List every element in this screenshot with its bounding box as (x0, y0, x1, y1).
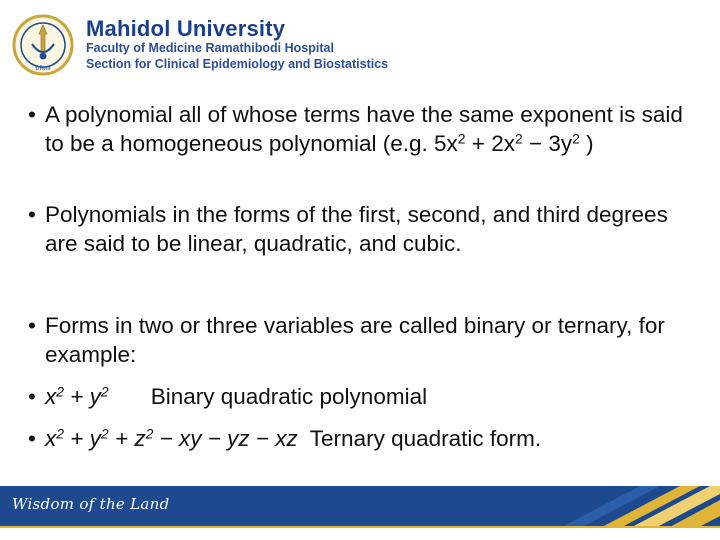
bullet-marker: • (28, 102, 36, 127)
bullet-polynomial-degrees (28, 200, 698, 258)
section-name: Section for Clinical Epidemiology and Biostatistics (86, 57, 389, 71)
binary-label: Binary quadratic polynomial (150, 384, 428, 409)
faculty-name: Faculty of Medicine Ramathibodi Hospital (86, 41, 334, 55)
bullet-text: Polynomials in the forms of the first, second, and third degrees are said to be linear, quadratic, and cubic. (45, 202, 668, 256)
bullet-marker: • (28, 384, 36, 409)
bullet-binary-example (28, 382, 698, 411)
binary-expression: $x^2 + y^2$ (45, 383, 109, 409)
bullet-text (45, 382, 698, 411)
slide-header (0, 0, 720, 86)
slide-footer (0, 486, 720, 528)
bullet-text: A polynomial all of whose terms have the same exponent is said to be a homogeneous polynomial (e.g. $5x^2 + 2x^2 - 3y^2$ ) (45, 102, 683, 156)
seal-text: มหิดล (35, 65, 51, 72)
bullet-marker: • (28, 426, 36, 451)
bullet-homogeneous-polynomial (28, 100, 698, 158)
footer-motto: Wisdom of the Land (12, 495, 170, 513)
institution-name: Mahidol University (86, 16, 286, 41)
bullet-marker: • (28, 313, 36, 338)
bullet-marker: • (28, 202, 36, 227)
mahidol-university-seal-icon (12, 14, 74, 76)
ternary-expression: $x^2 + y^2 + z^2$ − xy − yz − xz (45, 425, 298, 451)
bullet-text (45, 424, 698, 453)
bullet-binary-ternary-forms (28, 311, 698, 369)
ternary-label: Ternary quadratic form. (309, 426, 542, 451)
bullet-text: Forms in two or three variables are called binary or ternary, for example: (45, 313, 665, 367)
bullet-ternary-example (28, 424, 698, 453)
